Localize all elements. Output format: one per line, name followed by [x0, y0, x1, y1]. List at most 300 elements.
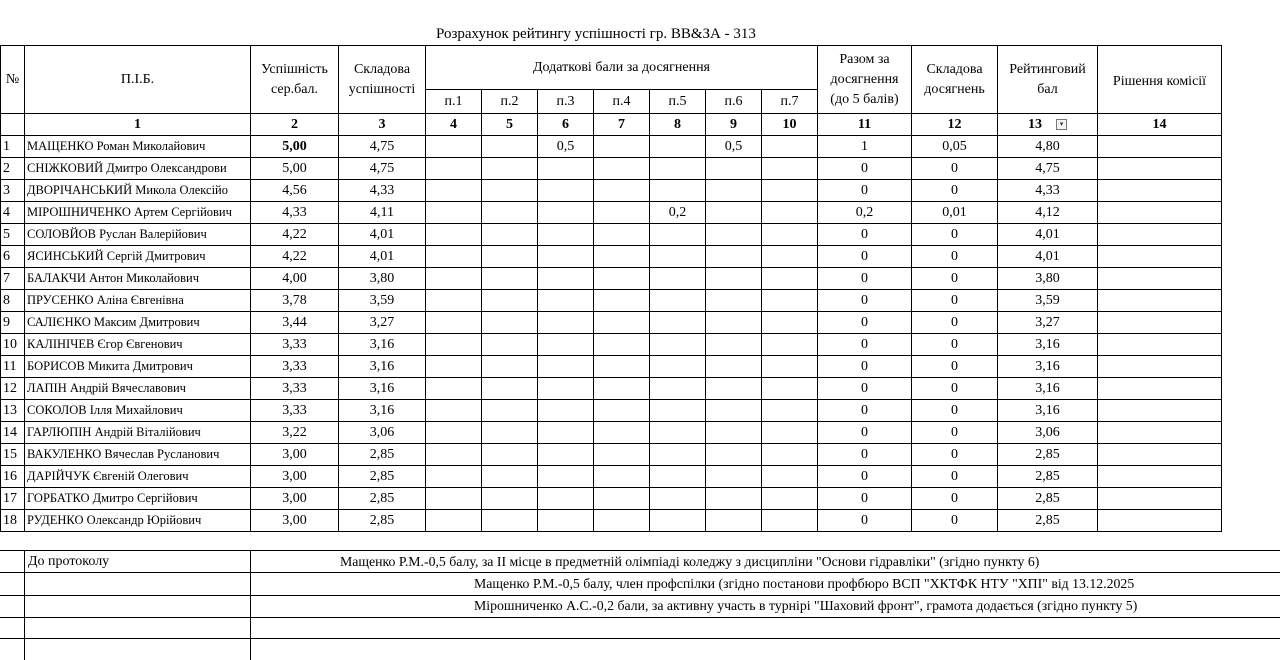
p7-cell[interactable] [762, 246, 818, 268]
p6-cell[interactable]: 0,5 [706, 136, 762, 158]
p3-cell[interactable] [538, 290, 594, 312]
decision-cell[interactable] [1098, 312, 1222, 334]
achcomp-cell[interactable]: 0 [912, 268, 998, 290]
total-cell[interactable]: 0 [818, 268, 912, 290]
avg-cell[interactable]: 4,00 [251, 268, 339, 290]
p7-cell[interactable] [762, 268, 818, 290]
comp-cell[interactable]: 3,06 [339, 422, 426, 444]
achcomp-cell[interactable]: 0 [912, 356, 998, 378]
row-number-cell[interactable]: 12 [1, 378, 25, 400]
rating-cell[interactable]: 2,85 [998, 488, 1098, 510]
total-cell[interactable]: 0 [818, 158, 912, 180]
decision-cell[interactable] [1098, 202, 1222, 224]
decision-cell[interactable] [1098, 180, 1222, 202]
decision-cell[interactable] [1098, 246, 1222, 268]
p5-cell[interactable] [650, 400, 706, 422]
row-number-cell[interactable]: 15 [1, 444, 25, 466]
avg-cell[interactable]: 4,56 [251, 180, 339, 202]
p7-cell[interactable] [762, 224, 818, 246]
p3-cell[interactable]: 0,5 [538, 136, 594, 158]
row-number-cell[interactable]: 13 [1, 400, 25, 422]
rating-cell[interactable]: 4,01 [998, 246, 1098, 268]
p1-cell[interactable] [426, 356, 482, 378]
total-cell[interactable]: 0 [818, 444, 912, 466]
name-cell[interactable]: ДВОРІЧАНСЬКИЙ Микола Олексійо [25, 180, 251, 202]
name-cell[interactable]: ДАРІЙЧУК Євгеній Олегович [25, 466, 251, 488]
comp-cell[interactable]: 3,16 [339, 378, 426, 400]
total-cell[interactable]: 0 [818, 224, 912, 246]
header-comp-line1: Складова [353, 61, 411, 77]
decision-cell[interactable] [1098, 422, 1222, 444]
table-row [1, 312, 1222, 334]
p2-cell[interactable] [482, 356, 538, 378]
p6-cell[interactable] [706, 158, 762, 180]
name-cell[interactable]: БАЛАКЧИ Антон Миколайович [25, 268, 251, 290]
header-avg-line2: сер.бал. [270, 81, 319, 97]
achcomp-cell[interactable]: 0 [912, 180, 998, 202]
p5-cell[interactable] [650, 444, 706, 466]
avg-cell[interactable]: 4,33 [251, 202, 339, 224]
p5-cell[interactable] [650, 334, 706, 356]
name-cell[interactable]: КАЛІНІЧЕВ Єгор Євгенович [25, 334, 251, 356]
p1-cell[interactable] [426, 290, 482, 312]
decision-cell[interactable] [1098, 158, 1222, 180]
row-number-cell[interactable]: 8 [1, 290, 25, 312]
p7-cell[interactable] [762, 356, 818, 378]
avg-cell[interactable]: 3,00 [251, 488, 339, 510]
p5-cell[interactable] [650, 158, 706, 180]
p5-cell[interactable] [650, 312, 706, 334]
p4-cell[interactable] [594, 268, 650, 290]
table-row [1, 224, 1222, 246]
total-cell[interactable]: 0 [818, 334, 912, 356]
p2-cell[interactable] [482, 510, 538, 532]
p2-cell[interactable] [482, 466, 538, 488]
total-cell[interactable]: 0 [818, 356, 912, 378]
p4-cell[interactable] [594, 180, 650, 202]
rating-cell[interactable]: 4,80 [998, 136, 1098, 158]
row-number-cell[interactable]: 10 [1, 334, 25, 356]
decision-cell[interactable] [1098, 290, 1222, 312]
comp-cell[interactable]: 3,59 [339, 290, 426, 312]
column-number: 3 [339, 114, 426, 136]
p6-cell[interactable] [706, 510, 762, 532]
p4-cell[interactable] [594, 312, 650, 334]
avg-cell[interactable]: 3,00 [251, 510, 339, 532]
avg-cell[interactable]: 3,33 [251, 334, 339, 356]
p6-cell[interactable] [706, 224, 762, 246]
rating-cell[interactable]: 3,27 [998, 312, 1098, 334]
p3-cell[interactable] [538, 422, 594, 444]
comp-cell[interactable]: 4,33 [339, 180, 426, 202]
column-number-row [1, 114, 1222, 136]
total-cell[interactable]: 0 [818, 290, 912, 312]
p7-cell[interactable] [762, 334, 818, 356]
comp-cell[interactable]: 4,11 [339, 202, 426, 224]
p4-cell[interactable] [594, 444, 650, 466]
rating-cell[interactable]: 3,16 [998, 400, 1098, 422]
p2-cell[interactable] [482, 158, 538, 180]
p2-cell[interactable] [482, 290, 538, 312]
comp-cell[interactable]: 3,16 [339, 400, 426, 422]
avg-cell[interactable]: 4,22 [251, 224, 339, 246]
p2-cell[interactable] [482, 444, 538, 466]
row-number-cell[interactable]: 7 [1, 268, 25, 290]
p6-cell[interactable] [706, 488, 762, 510]
rating-cell[interactable]: 4,33 [998, 180, 1098, 202]
decision-cell[interactable] [1098, 400, 1222, 422]
footer-gridline [24, 550, 25, 660]
achcomp-cell[interactable]: 0 [912, 422, 998, 444]
p2-cell[interactable] [482, 246, 538, 268]
rating-cell[interactable]: 3,16 [998, 378, 1098, 400]
p2-cell[interactable] [482, 180, 538, 202]
p6-cell[interactable] [706, 378, 762, 400]
name-cell[interactable]: ВАКУЛЕНКО Вячеслав Русланович [25, 444, 251, 466]
name-cell[interactable]: САЛІЄНКО Максим Дмитрович [25, 312, 251, 334]
p1-cell[interactable] [426, 400, 482, 422]
comp-cell[interactable]: 2,85 [339, 510, 426, 532]
p4-cell[interactable] [594, 400, 650, 422]
p6-cell[interactable] [706, 202, 762, 224]
p7-cell[interactable] [762, 400, 818, 422]
p2-cell[interactable] [482, 268, 538, 290]
p4-cell[interactable] [594, 510, 650, 532]
comp-cell[interactable]: 3,80 [339, 268, 426, 290]
achcomp-cell[interactable]: 0 [912, 488, 998, 510]
name-cell[interactable]: МАЩЕНКО Роман Миколайович [25, 136, 251, 158]
p5-cell[interactable] [650, 290, 706, 312]
achcomp-cell[interactable]: 0,05 [912, 136, 998, 158]
p3-cell[interactable] [538, 224, 594, 246]
p6-cell[interactable] [706, 290, 762, 312]
comp-cell[interactable]: 4,01 [339, 246, 426, 268]
p5-cell[interactable] [650, 510, 706, 532]
row-number-cell[interactable]: 1 [1, 136, 25, 158]
row-number-cell[interactable]: 16 [1, 466, 25, 488]
avg-cell[interactable]: 3,00 [251, 466, 339, 488]
p3-cell[interactable] [538, 268, 594, 290]
row-number-cell[interactable]: 6 [1, 246, 25, 268]
p5-cell[interactable] [650, 268, 706, 290]
p5-cell[interactable] [650, 488, 706, 510]
dropdown-filter-icon[interactable]: ▾ [1056, 119, 1067, 130]
p7-cell[interactable] [762, 312, 818, 334]
achcomp-cell[interactable]: 0,01 [912, 202, 998, 224]
p2-cell[interactable] [482, 400, 538, 422]
p3-cell[interactable] [538, 312, 594, 334]
row-number-cell[interactable]: 5 [1, 224, 25, 246]
protocol-label: До протоколу [28, 554, 110, 569]
name-cell[interactable]: СОЛОВЙОВ Руслан Валерійович [25, 224, 251, 246]
comp-cell[interactable]: 2,85 [339, 488, 426, 510]
total-cell[interactable]: 0 [818, 378, 912, 400]
p4-cell[interactable] [594, 422, 650, 444]
footer-divider [0, 595, 1280, 596]
decision-cell[interactable] [1098, 356, 1222, 378]
p4-cell[interactable] [594, 488, 650, 510]
p6-cell[interactable] [706, 400, 762, 422]
column-number: 1 [25, 114, 251, 136]
avg-cell[interactable]: 3,33 [251, 378, 339, 400]
p3-cell[interactable] [538, 488, 594, 510]
total-cell[interactable]: 1 [818, 136, 912, 158]
p1-cell[interactable] [426, 224, 482, 246]
name-cell[interactable]: ЯСИНСЬКИЙ Сергій Дмитрович [25, 246, 251, 268]
p2-cell[interactable] [482, 378, 538, 400]
rating-cell[interactable]: 3,16 [998, 334, 1098, 356]
p3-cell[interactable] [538, 158, 594, 180]
p1-cell[interactable] [426, 136, 482, 158]
header-name: П.І.Б. [25, 46, 251, 114]
achcomp-cell[interactable]: 0 [912, 466, 998, 488]
comp-cell[interactable]: 3,16 [339, 334, 426, 356]
total-cell[interactable]: 0 [818, 180, 912, 202]
total-cell[interactable]: 0 [818, 422, 912, 444]
decision-cell[interactable] [1098, 136, 1222, 158]
rating-cell[interactable]: 3,06 [998, 422, 1098, 444]
avg-cell[interactable]: 3,44 [251, 312, 339, 334]
name-cell[interactable]: ГАРЛЮПІН Андрій Віталійович [25, 422, 251, 444]
achcomp-cell[interactable]: 0 [912, 224, 998, 246]
decision-cell[interactable] [1098, 268, 1222, 290]
p3-cell[interactable] [538, 202, 594, 224]
achcomp-cell[interactable]: 0 [912, 378, 998, 400]
p4-cell[interactable] [594, 466, 650, 488]
achcomp-cell[interactable]: 0 [912, 290, 998, 312]
decision-cell[interactable] [1098, 466, 1222, 488]
p3-cell[interactable] [538, 444, 594, 466]
p1-cell[interactable] [426, 268, 482, 290]
avg-cell[interactable]: 5,00 [251, 136, 339, 158]
p2-cell[interactable] [482, 312, 538, 334]
p6-cell[interactable] [706, 246, 762, 268]
p5-cell[interactable] [650, 180, 706, 202]
p2-cell[interactable] [482, 224, 538, 246]
table-row [1, 202, 1222, 224]
row-number-cell[interactable]: 9 [1, 312, 25, 334]
avg-cell[interactable]: 4,22 [251, 246, 339, 268]
p3-cell[interactable] [538, 466, 594, 488]
achcomp-cell[interactable]: 0 [912, 510, 998, 532]
p7-cell[interactable] [762, 422, 818, 444]
p7-cell[interactable] [762, 444, 818, 466]
header-achcomp-line2: досягнень [924, 81, 985, 97]
p5-cell[interactable] [650, 378, 706, 400]
name-cell[interactable]: ПРУСЕНКО Аліна Євгенівна [25, 290, 251, 312]
row-number-cell[interactable]: 3 [1, 180, 25, 202]
p5-cell[interactable] [650, 356, 706, 378]
p1-cell[interactable] [426, 466, 482, 488]
p2-cell[interactable] [482, 334, 538, 356]
p1-cell[interactable] [426, 510, 482, 532]
name-cell[interactable]: ГОРБАТКО Дмитро Сергійович [25, 488, 251, 510]
avg-cell[interactable]: 5,00 [251, 158, 339, 180]
column-number: 14 [1098, 114, 1222, 136]
achcomp-cell[interactable]: 0 [912, 334, 998, 356]
p2-cell[interactable] [482, 202, 538, 224]
table-row [1, 158, 1222, 180]
p2-cell[interactable] [482, 488, 538, 510]
comp-cell[interactable]: 4,75 [339, 136, 426, 158]
total-cell[interactable]: 0 [818, 488, 912, 510]
p5-cell[interactable] [650, 422, 706, 444]
p3-cell[interactable] [538, 378, 594, 400]
p1-cell[interactable] [426, 158, 482, 180]
total-cell[interactable]: 0 [818, 510, 912, 532]
p4-cell[interactable] [594, 356, 650, 378]
avg-cell[interactable]: 3,22 [251, 422, 339, 444]
p6-cell[interactable] [706, 422, 762, 444]
p5-cell[interactable]: 0,2 [650, 202, 706, 224]
comp-cell[interactable]: 2,85 [339, 466, 426, 488]
p5-cell[interactable] [650, 466, 706, 488]
p1-cell[interactable] [426, 334, 482, 356]
p4-cell[interactable] [594, 378, 650, 400]
achcomp-cell[interactable]: 0 [912, 158, 998, 180]
p1-cell[interactable] [426, 378, 482, 400]
header-total [818, 46, 912, 114]
rating-cell[interactable]: 2,85 [998, 444, 1098, 466]
footer-divider [0, 617, 1280, 618]
p5-cell[interactable] [650, 224, 706, 246]
p1-cell[interactable] [426, 312, 482, 334]
p4-cell[interactable] [594, 158, 650, 180]
rating-cell[interactable]: 2,85 [998, 466, 1098, 488]
footer-gridline [250, 550, 251, 660]
p4-cell[interactable] [594, 290, 650, 312]
table-row [1, 290, 1222, 312]
p7-cell[interactable] [762, 202, 818, 224]
row-number-cell[interactable]: 2 [1, 158, 25, 180]
comp-cell[interactable]: 3,27 [339, 312, 426, 334]
decision-cell[interactable] [1098, 488, 1222, 510]
comp-cell[interactable]: 4,01 [339, 224, 426, 246]
achcomp-cell[interactable]: 0 [912, 246, 998, 268]
column-number: 2 [251, 114, 339, 136]
footer-note-1: Мащенко Р.М.-0,5 балу, за ІІ місце в предметній олімпіаді коледжу з дисципліни "Основи гідравліки" (згідно пункту 6) [340, 554, 1040, 569]
name-cell[interactable]: ЛАПІН Андрій Вячеславович [25, 378, 251, 400]
p4-cell[interactable] [594, 202, 650, 224]
p3-cell[interactable] [538, 400, 594, 422]
row-number-cell[interactable]: 17 [1, 488, 25, 510]
p3-cell[interactable] [538, 510, 594, 532]
row-number-cell[interactable]: 11 [1, 356, 25, 378]
total-cell[interactable]: 0 [818, 246, 912, 268]
p5-cell[interactable] [650, 246, 706, 268]
header-comp [339, 46, 426, 114]
p1-cell[interactable] [426, 488, 482, 510]
table-row [1, 510, 1222, 532]
p3-cell[interactable] [538, 180, 594, 202]
rating-cell[interactable]: 3,59 [998, 290, 1098, 312]
p7-cell[interactable] [762, 378, 818, 400]
avg-cell[interactable]: 3,00 [251, 444, 339, 466]
achcomp-cell[interactable]: 0 [912, 444, 998, 466]
decision-cell[interactable] [1098, 510, 1222, 532]
p7-cell[interactable] [762, 466, 818, 488]
p3-cell[interactable] [538, 246, 594, 268]
p1-cell[interactable] [426, 444, 482, 466]
p2-cell[interactable] [482, 136, 538, 158]
row-number-cell[interactable]: 4 [1, 202, 25, 224]
p1-cell[interactable] [426, 180, 482, 202]
rating-cell[interactable]: 2,85 [998, 510, 1098, 532]
p5-cell[interactable] [650, 136, 706, 158]
decision-cell[interactable] [1098, 334, 1222, 356]
avg-cell[interactable]: 3,33 [251, 356, 339, 378]
avg-cell[interactable]: 3,33 [251, 400, 339, 422]
p6-cell[interactable] [706, 312, 762, 334]
column-number: 6 [538, 114, 594, 136]
total-cell[interactable]: 0 [818, 400, 912, 422]
p7-cell[interactable] [762, 510, 818, 532]
table-row [1, 334, 1222, 356]
p4-cell[interactable] [594, 224, 650, 246]
comp-cell[interactable]: 2,85 [339, 444, 426, 466]
p1-cell[interactable] [426, 246, 482, 268]
p7-cell[interactable] [762, 136, 818, 158]
rating-cell[interactable]: 4,75 [998, 158, 1098, 180]
name-cell[interactable]: СОКОЛОВ Ілля Михайлович [25, 400, 251, 422]
p6-cell[interactable] [706, 444, 762, 466]
name-cell[interactable]: МІРОШНИЧЕНКО Артем Сергійович [25, 202, 251, 224]
p7-cell[interactable] [762, 180, 818, 202]
p4-cell[interactable] [594, 136, 650, 158]
comp-cell[interactable]: 4,75 [339, 158, 426, 180]
rating-cell[interactable]: 3,16 [998, 356, 1098, 378]
p6-cell[interactable] [706, 180, 762, 202]
total-cell[interactable]: 0 [818, 466, 912, 488]
achcomp-cell[interactable]: 0 [912, 312, 998, 334]
rating-cell[interactable]: 4,12 [998, 202, 1098, 224]
p7-cell[interactable] [762, 158, 818, 180]
total-cell[interactable]: 0 [818, 312, 912, 334]
row-number-cell[interactable]: 18 [1, 510, 25, 532]
decision-cell[interactable] [1098, 444, 1222, 466]
p6-cell[interactable] [706, 356, 762, 378]
header-p2: п.2 [482, 90, 538, 114]
column-number: 8 [650, 114, 706, 136]
rating-cell[interactable]: 3,80 [998, 268, 1098, 290]
total-cell[interactable]: 0,2 [818, 202, 912, 224]
p2-cell[interactable] [482, 422, 538, 444]
rating-cell[interactable]: 4,01 [998, 224, 1098, 246]
p1-cell[interactable] [426, 202, 482, 224]
p3-cell[interactable] [538, 356, 594, 378]
p4-cell[interactable] [594, 334, 650, 356]
column-number: 9 [706, 114, 762, 136]
p1-cell[interactable] [426, 422, 482, 444]
name-cell[interactable]: РУДЕНКО Олександр Юрійович [25, 510, 251, 532]
p7-cell[interactable] [762, 290, 818, 312]
name-cell[interactable]: СНІЖКОВИЙ Дмитро Олександрови [25, 158, 251, 180]
achcomp-cell[interactable]: 0 [912, 400, 998, 422]
name-cell[interactable]: БОРИСОВ Микита Дмитрович [25, 356, 251, 378]
p6-cell[interactable] [706, 334, 762, 356]
p4-cell[interactable] [594, 246, 650, 268]
decision-cell[interactable] [1098, 224, 1222, 246]
avg-cell[interactable]: 3,78 [251, 290, 339, 312]
comp-cell[interactable]: 3,16 [339, 356, 426, 378]
table-row [1, 400, 1222, 422]
row-number-cell[interactable]: 14 [1, 422, 25, 444]
p3-cell[interactable] [538, 334, 594, 356]
p6-cell[interactable] [706, 466, 762, 488]
p7-cell[interactable] [762, 488, 818, 510]
decision-cell[interactable] [1098, 378, 1222, 400]
p6-cell[interactable] [706, 268, 762, 290]
